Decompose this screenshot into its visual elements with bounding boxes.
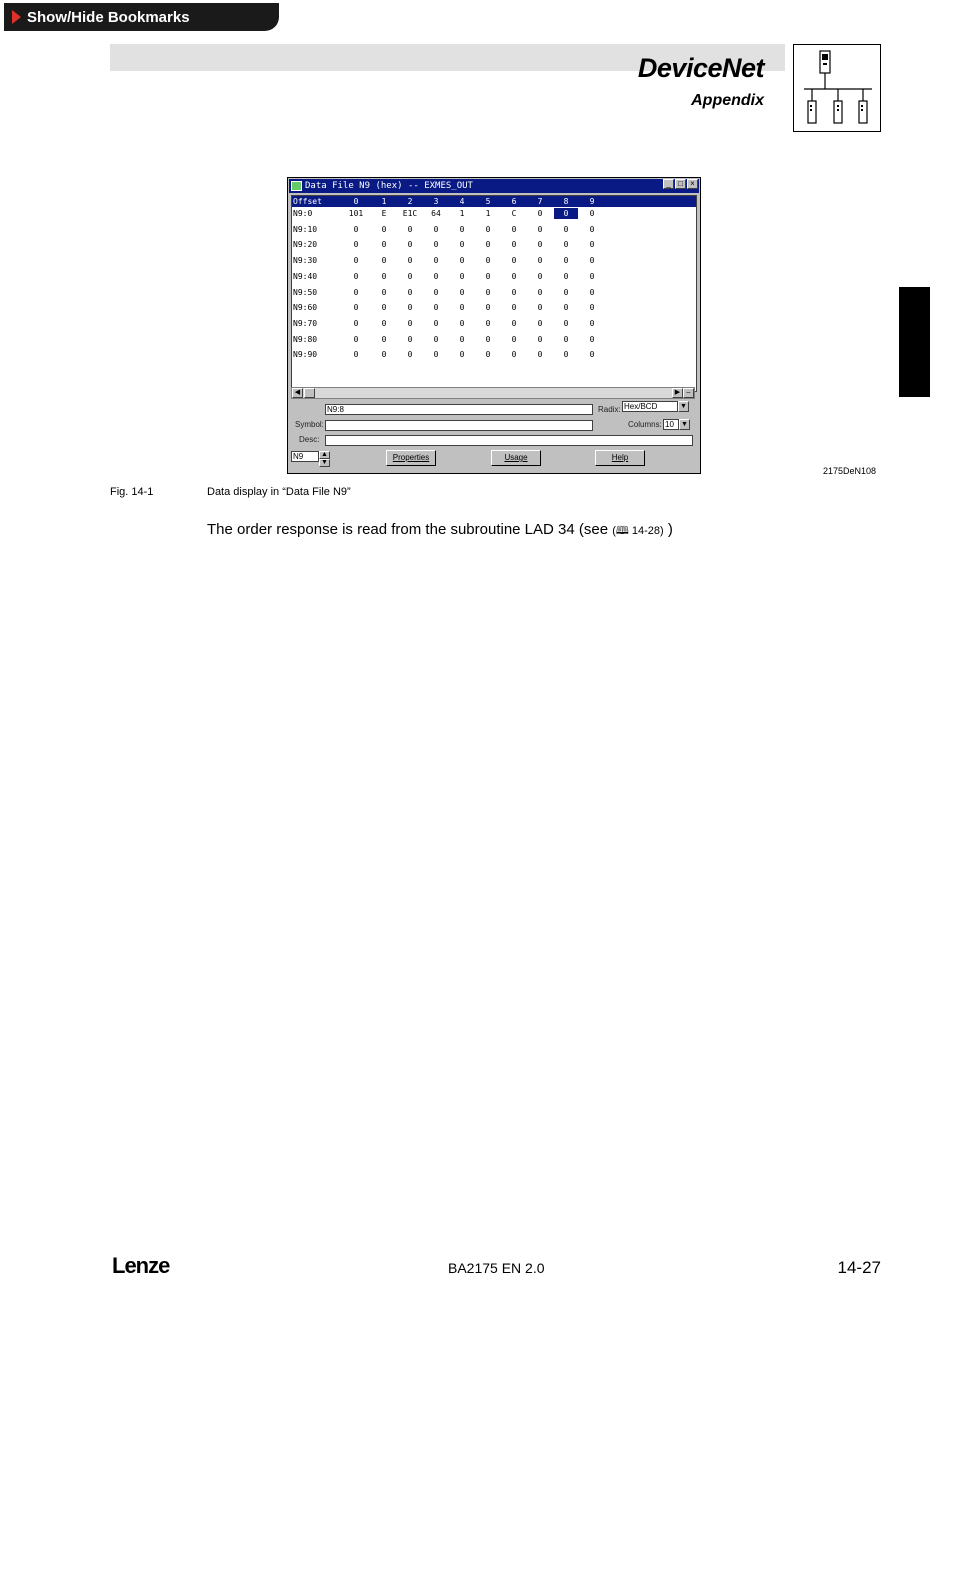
data-cell[interactable]: 0: [485, 224, 491, 234]
data-cell[interactable]: 0: [381, 271, 387, 281]
data-cell[interactable]: 101: [348, 209, 364, 218]
columns-label: Columns:: [628, 420, 662, 429]
grid-header: [292, 196, 696, 207]
data-cell[interactable]: 0: [511, 240, 517, 250]
data-cell[interactable]: 0: [485, 240, 491, 250]
column-header: 8: [563, 197, 569, 206]
data-cell[interactable]: 0: [511, 350, 517, 360]
data-cell[interactable]: 0: [537, 224, 543, 234]
row-offset-label: N9:90: [293, 350, 318, 360]
column-header: 6: [511, 197, 517, 206]
scroll-end-icon[interactable]: –: [683, 388, 694, 398]
data-cell[interactable]: 0: [485, 271, 491, 281]
data-cell[interactable]: 0: [433, 318, 439, 328]
data-cell[interactable]: 0: [459, 271, 465, 281]
data-cell[interactable]: 0: [537, 350, 543, 360]
data-cell[interactable]: 0: [511, 256, 517, 266]
body-paragraph: [207, 521, 673, 541]
data-cell[interactable]: 0: [563, 240, 569, 250]
data-cell[interactable]: 0: [459, 334, 465, 344]
data-cell[interactable]: 0: [407, 350, 413, 360]
row-offset-label: N9:60: [293, 303, 318, 313]
figure-code: 2175DeN108: [822, 466, 876, 476]
data-cell[interactable]: 0: [563, 318, 569, 328]
row-offset-label: N9:10: [293, 224, 318, 234]
data-cell[interactable]: 0: [381, 303, 387, 313]
page-number: 14-27: [837, 1258, 881, 1277]
data-cell[interactable]: 0: [353, 224, 359, 234]
data-cell[interactable]: 0: [511, 271, 517, 281]
body-close: ): [663, 521, 673, 538]
data-cell[interactable]: 1: [485, 209, 491, 218]
desc-field[interactable]: [325, 435, 693, 446]
data-cell[interactable]: 0: [381, 287, 387, 297]
help-button[interactable]: Help: [595, 450, 645, 466]
data-cell[interactable]: 0: [459, 240, 465, 250]
columns-dropdown-icon[interactable]: ▼: [679, 419, 690, 430]
maximize-icon[interactable]: □: [675, 179, 686, 189]
data-cell[interactable]: 0: [537, 240, 543, 250]
column-header: 1: [381, 197, 387, 206]
data-cell[interactable]: 0: [353, 271, 359, 281]
column-header: 4: [459, 197, 465, 206]
desc-label: Desc:: [299, 435, 320, 444]
data-cell[interactable]: 0: [563, 224, 569, 234]
data-cell[interactable]: 0: [589, 224, 595, 234]
figure-number: Fig. 14-1: [110, 486, 154, 498]
window-title: Data File N9 (hex) -- EXMES_OUT: [305, 181, 473, 191]
data-cell[interactable]: 0: [459, 224, 465, 234]
data-cell[interactable]: 0: [485, 256, 491, 266]
data-cell[interactable]: 0: [433, 240, 439, 250]
data-cell[interactable]: 0: [563, 287, 569, 297]
data-cell[interactable]: 0: [459, 318, 465, 328]
row-offset-label: N9:0: [293, 209, 313, 218]
data-cell[interactable]: 0: [485, 334, 491, 344]
row-offset-label: N9:50: [293, 287, 318, 297]
data-cell[interactable]: 0: [459, 303, 465, 313]
data-cell[interactable]: 0: [563, 334, 569, 344]
data-cell[interactable]: 0: [589, 271, 595, 281]
data-cell[interactable]: 0: [511, 318, 517, 328]
data-cell[interactable]: 0: [485, 318, 491, 328]
address-field[interactable]: N9:8: [325, 404, 593, 415]
data-cell[interactable]: 0: [511, 303, 517, 313]
data-cell[interactable]: 0: [353, 318, 359, 328]
data-cell[interactable]: 0: [459, 287, 465, 297]
minimize-icon[interactable]: _: [663, 179, 674, 189]
file-spinner[interactable]: N9: [291, 451, 319, 462]
chapter-tab-marker: [899, 287, 930, 397]
data-cell[interactable]: 0: [353, 303, 359, 313]
data-cell[interactable]: 0: [511, 224, 517, 234]
data-cell[interactable]: 0: [589, 256, 595, 266]
data-cell[interactable]: 0: [563, 256, 569, 266]
data-cell[interactable]: 1: [459, 209, 465, 218]
data-cell[interactable]: 0: [537, 209, 543, 218]
data-cell[interactable]: 0: [459, 256, 465, 266]
page-reference-link[interactable]: (🕮 14-28): [612, 525, 664, 537]
usage-button[interactable]: Usage: [491, 450, 541, 466]
data-cell[interactable]: 0: [407, 240, 413, 250]
bookmarks-label: Show/Hide Bookmarks: [27, 8, 190, 26]
app-icon: [291, 181, 302, 191]
figure-caption: Data display in “Data File N9”: [207, 486, 351, 498]
row-offset-label: N9:70: [293, 318, 318, 328]
data-cell[interactable]: 0: [485, 303, 491, 313]
column-header: 0: [353, 197, 359, 206]
row-offset-label: N9:30: [293, 256, 318, 266]
data-cell[interactable]: 0: [511, 334, 517, 344]
data-cell[interactable]: 0: [537, 334, 543, 344]
column-header: 9: [589, 197, 595, 206]
data-grid[interactable]: [291, 195, 697, 392]
data-cell[interactable]: 0: [381, 224, 387, 234]
data-cell[interactable]: 0: [407, 318, 413, 328]
data-cell[interactable]: 0: [589, 350, 595, 360]
show-hide-bookmarks-button[interactable]: [4, 3, 279, 31]
data-cell[interactable]: 0: [537, 303, 543, 313]
row-offset-label: N9:40: [293, 271, 318, 281]
close-icon[interactable]: ×: [687, 179, 698, 189]
data-cell[interactable]: 0: [353, 334, 359, 344]
data-cell[interactable]: 0: [554, 208, 578, 219]
data-cell[interactable]: 0: [407, 271, 413, 281]
data-cell[interactable]: 0: [433, 334, 439, 344]
body-text: The order response is read from the subroutine LAD 34 (see: [207, 521, 613, 538]
data-cell[interactable]: 0: [353, 287, 359, 297]
data-cell[interactable]: 0: [563, 350, 569, 360]
data-cell[interactable]: 0: [537, 256, 543, 266]
data-cell[interactable]: 0: [381, 318, 387, 328]
data-cell[interactable]: 0: [563, 303, 569, 313]
spin-up-icon[interactable]: ▲: [319, 451, 330, 459]
data-cell[interactable]: 0: [485, 350, 491, 360]
page-title: DeviceNet: [637, 53, 764, 83]
column-header: 7: [537, 197, 543, 206]
data-cell[interactable]: 0: [433, 287, 439, 297]
symbol-label: Symbol:: [295, 420, 324, 429]
column-header-offset: Offset: [293, 197, 322, 206]
data-cell[interactable]: 0: [353, 240, 359, 250]
lenze-logo: Lenze: [112, 1253, 170, 1278]
column-header: 5: [485, 197, 491, 206]
data-cell[interactable]: 0: [459, 350, 465, 360]
data-cell[interactable]: 0: [433, 256, 439, 266]
data-cell[interactable]: 0: [589, 209, 595, 218]
data-file-window: [287, 177, 701, 474]
scroll-thumb[interactable]: [304, 388, 315, 398]
data-cell[interactable]: 0: [433, 350, 439, 360]
network-topology-icon: [793, 44, 881, 132]
data-cell[interactable]: 0: [381, 334, 387, 344]
data-cell[interactable]: 0: [407, 287, 413, 297]
data-cell[interactable]: 0: [353, 350, 359, 360]
data-cell[interactable]: 0: [407, 224, 413, 234]
data-cell[interactable]: 0: [589, 287, 595, 297]
data-cell[interactable]: 0: [589, 334, 595, 344]
data-cell[interactable]: 0: [381, 350, 387, 360]
row-offset-label: N9:20: [293, 240, 318, 250]
data-cell[interactable]: 0: [407, 256, 413, 266]
data-cell[interactable]: E1C: [402, 209, 418, 218]
data-cell[interactable]: 0: [433, 271, 439, 281]
data-cell[interactable]: 0: [407, 334, 413, 344]
data-cell[interactable]: 0: [381, 256, 387, 266]
triangle-right-icon: [12, 10, 21, 24]
data-cell[interactable]: 0: [433, 303, 439, 313]
data-cell[interactable]: 0: [353, 256, 359, 266]
column-header: 2: [407, 197, 413, 206]
scroll-right-icon[interactable]: ▶: [672, 388, 683, 398]
data-cell[interactable]: E: [381, 209, 387, 218]
data-cell[interactable]: 0: [407, 303, 413, 313]
symbol-field[interactable]: [325, 420, 593, 431]
window-titlebar[interactable]: [289, 179, 699, 193]
data-cell[interactable]: 0: [537, 318, 543, 328]
data-cell[interactable]: 0: [433, 224, 439, 234]
radix-dropdown-icon[interactable]: ▼: [678, 401, 689, 412]
data-cell[interactable]: 0: [537, 287, 543, 297]
data-cell[interactable]: 0: [589, 240, 595, 250]
properties-button[interactable]: Properties: [386, 450, 436, 466]
data-cell[interactable]: 0: [589, 303, 595, 313]
data-cell[interactable]: 0: [511, 287, 517, 297]
radix-select[interactable]: Hex/BCD: [622, 401, 678, 412]
spin-down-icon[interactable]: ▼: [319, 459, 330, 467]
columns-select[interactable]: 10: [663, 419, 679, 430]
row-offset-label: N9:80: [293, 334, 318, 344]
data-cell[interactable]: 0: [485, 287, 491, 297]
data-cell[interactable]: 0: [589, 318, 595, 328]
data-cell[interactable]: 0: [563, 271, 569, 281]
scroll-left-icon[interactable]: ◀: [292, 388, 303, 398]
data-cell[interactable]: 0: [537, 271, 543, 281]
column-header: 3: [433, 197, 439, 206]
document-id: BA2175 EN 2.0: [448, 1260, 545, 1276]
page-subtitle: Appendix: [691, 92, 764, 109]
horizontal-scrollbar[interactable]: [291, 387, 695, 399]
data-cell[interactable]: C: [511, 209, 517, 218]
radix-label: Radix:: [598, 405, 621, 414]
data-cell[interactable]: 64: [431, 209, 441, 218]
data-cell[interactable]: 0: [381, 240, 387, 250]
